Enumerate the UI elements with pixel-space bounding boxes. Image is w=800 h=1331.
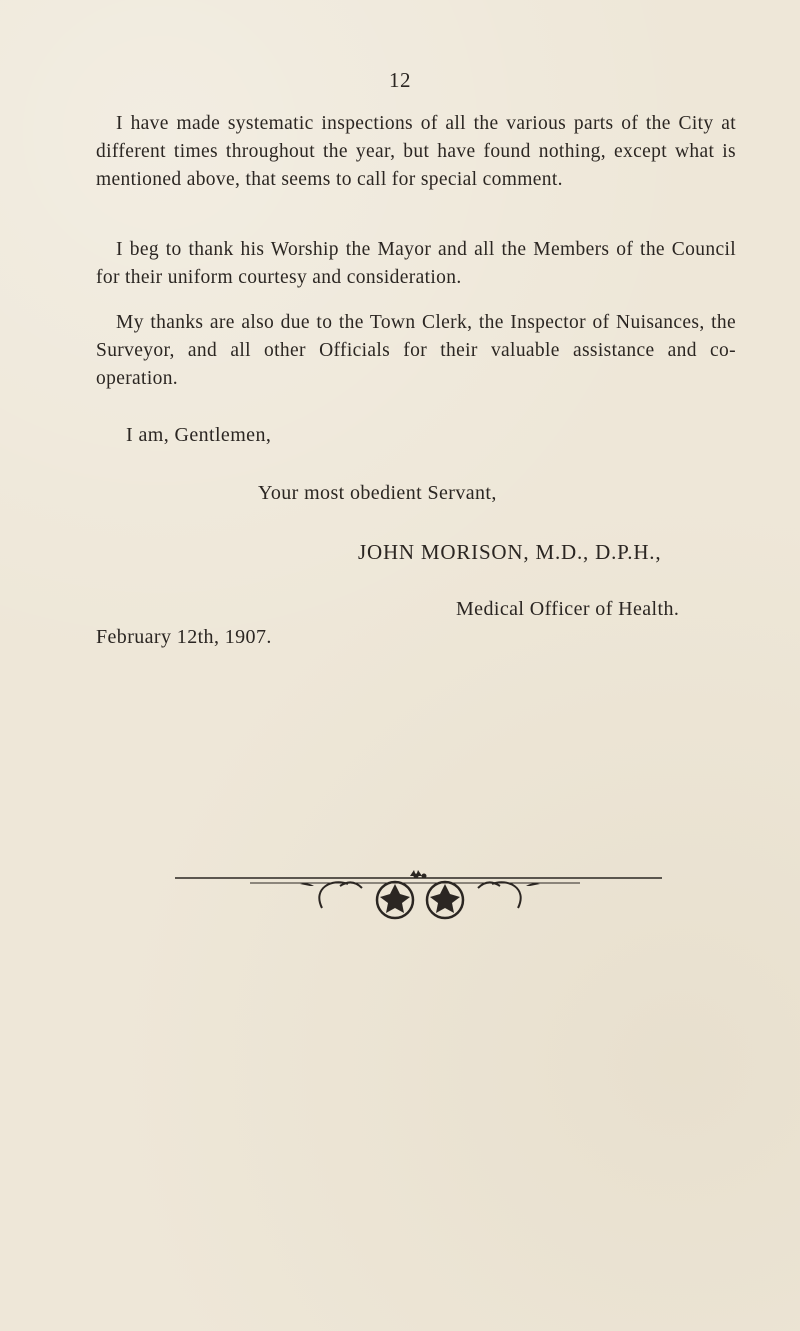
letter-date: February 12th, 1907.	[96, 626, 272, 648]
paragraph-inspections	[96, 110, 736, 194]
paragraph-text: My thanks are also due to the Town Clerk, the Inspector of Nuisances, the Surveyor, and all other Officials for their valuable assistance and co-operation.	[96, 312, 736, 389]
paragraph-text: I have made systematic inspections of all the various parts of the City at different times throughout the year, but have found nothing, except what is mentioned above, that seems to call for special comment.	[96, 113, 736, 190]
page-number: 12	[389, 68, 411, 92]
paragraph-thanks-mayor	[96, 236, 736, 292]
signature: JOHN MORISON, M.D., D.P.H.,	[358, 540, 662, 564]
closing-line: Your most obedient Servant,	[258, 482, 497, 504]
salutation: I am, Gentlemen,	[126, 424, 272, 446]
paragraph-thanks-officials	[96, 309, 736, 393]
ornament-rule-icon	[0, 866, 800, 926]
signatory-title: Medical Officer of Health.	[456, 598, 680, 620]
paragraph-text: I beg to thank his Worship the Mayor and all the Members of the Council for their uniform courtesy and consideration.	[96, 239, 736, 288]
